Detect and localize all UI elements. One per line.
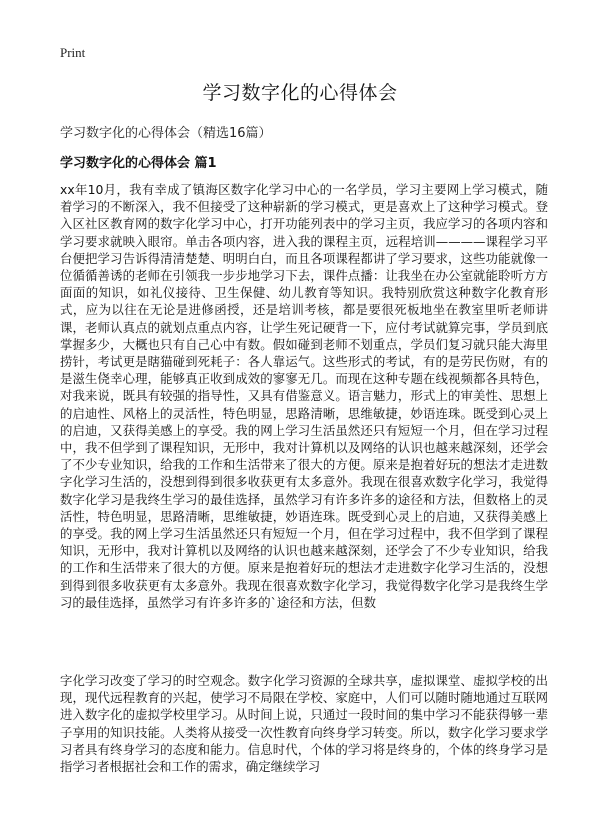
print-link[interactable]: Print <box>60 45 86 60</box>
body-paragraph: 字化学习改变了学习的时空观念。数字化学习资源的全球共享，虚拟课堂、虚拟学校的出现，现代远程教育的兴起，使学习不局限在学校、家庭中，人们可以随时随地通过互联网进入数字化的虚拟学校里学习。从时间上说，只通过一段时间的集中学习不能获得够一辈子享用的知识技能。人类将从接受一次性教育向终身学习转变。所以，数字化学习要求学习者具有终身学习的态度和能力。信息时代，个体的学习将是终身的，个体的终身学习是指学习者根据社会和工作的需求，确定继续学习 <box>60 673 548 775</box>
document-title: 学习数字化的心得体会 <box>202 82 398 104</box>
body-paragraph: xx年10月，我有幸成了镇海区数字化学习中心的一名学员，学习主要网上学习模式，随着学习的不断深入，我不但接受了这种崭新的学习模式，更是喜欢上了这种学习模式。登入区社区教育网的数字化学习中心，打开功能列表中的学习主页，我应学习的各项内容和学习要求就映入眼帘。单击各项内容，进入我的课程主页，远程培训————课程学习平台便把学习告诉得清清楚楚、明明白白，而且各项课程都讲了学习要求，这些功能就像一位循循善诱的老师在引领我一步步地学习下去，课件点播：让我坐在办公室就能聆听方方面面的知识，如礼仪接待、卫生保健、幼儿教育等知识。我特别欣赏这种数字化教育形式，应为以往在无论是进修函授，还是培训考核，都是要很死板地坐在教室里听老师讲课，老师认真点的就划点重点内容，让学生死记硬背一下，应付考试就算完事，学员到底掌握多少，大概也只有自己心中有数。假如碰到老师不划重点，学员们复习就只能大海里捞针，考试更是瞎猫碰到死耗子：各人靠运气。这些形式的考试，有的是劳民伤财，有的是滋生侥幸心理，能够真正收到成效的寥寥无几。而现在这种专题在线视频都各具特色，对我来说，既具有较强的指导性，又具有借鉴意义。语言魅力，形式上的审美性、思想上的启迪性、风格上的灵活性，特色明显，思路清晰，思维敏捷，妙语连珠。既受到心灵上的启迪，又获得美感上的享受。我的网上学习生活虽然还只有短短一个月，但在学习过程中，我不但学到了课程知识，无形中，我对计算机以及网络的认识也越来越深刻，还学会了不少专业知识，给我的工作和生活带来了很大的方便。原来是抱着好玩的想法才走进数字化学习生活的，没想到得到很多收获更有太多意外。我现在很喜欢数字化学习，我觉得数字化学习是我终生学习的最佳选择，虽然学习有许多许多的途径和方法，但数格上的灵活性，特色明显，思路清晰，思维敏捷，妙语连珠。既受到心灵上的启迪，又获得美感上的享受。我的网上学习生活虽然还只有短短一个月，但在学习过程中，我不但学到了课程知识，无形中，我对计算机以及网络的认识也越来越深刻，还学会了不少专业知识，给我的工作和生活带来了很大的方便。原来是抱着好玩的想法才走进数字化学习生活的，没想到得到很多收获更有太多意外。我现在很喜欢数字化学习，我觉得数字化学习是我终生学习的最佳选择，虽然学习有许多许多的`途径和方法，但数 <box>60 182 548 610</box>
document-subtitle: 学习数字化的心得体会（精选16篇） <box>60 126 272 141</box>
section-heading: 学习数字化的心得体会 篇1 <box>60 156 217 171</box>
